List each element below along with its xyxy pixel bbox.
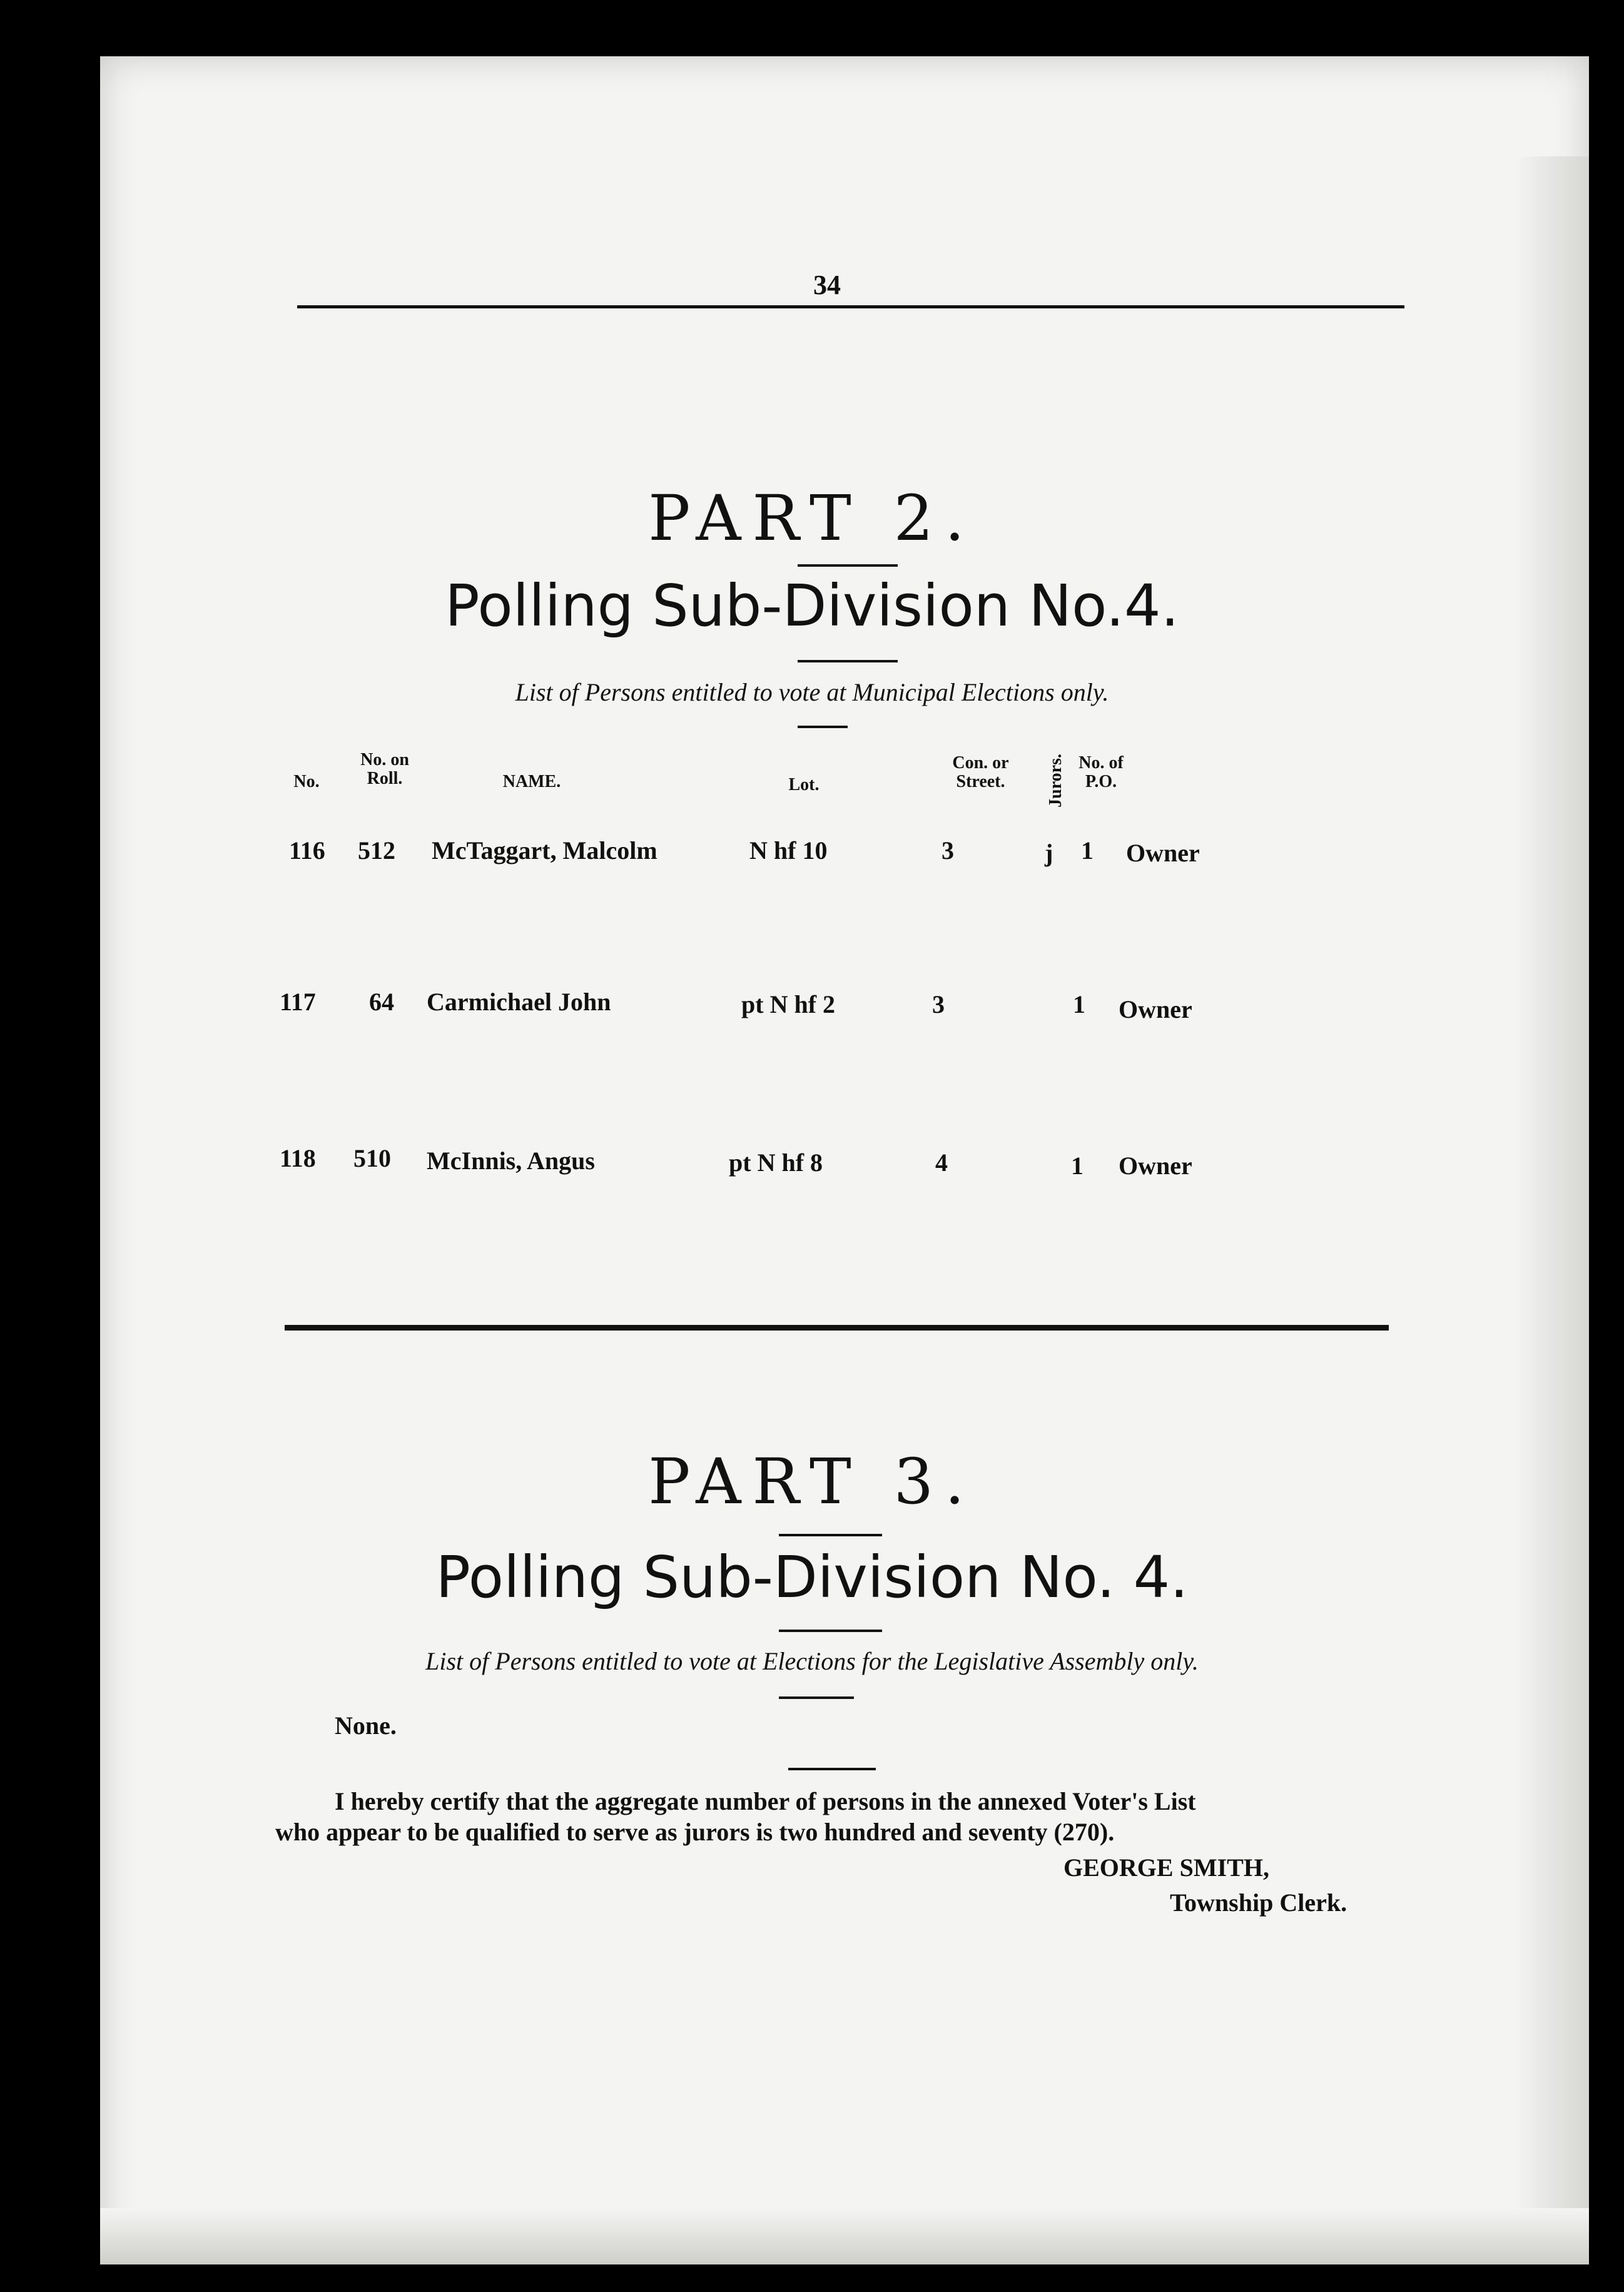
divider — [798, 564, 898, 567]
row-lot: N hf 10 — [749, 836, 828, 865]
row-juror: j — [1045, 839, 1053, 867]
certification-line-2: who appear to be qualified to serve as jurors is two hundred and seventy (270). — [275, 1818, 1115, 1846]
row-con: 3 — [941, 836, 954, 865]
row-name: McTaggart, Malcolm — [432, 836, 657, 865]
row-name: McInnis, Angus — [427, 1147, 595, 1175]
row-no: 116 — [289, 836, 325, 865]
certification-line-1: I hereby certify that the aggregate number of persons in the annexed Voter's List — [335, 1787, 1196, 1815]
header-no-on-roll: No. on Roll. — [360, 750, 409, 788]
page-edge-shading-bottom — [100, 2208, 1589, 2264]
header-rule — [297, 305, 1404, 308]
header-jurors: Jurors. — [1046, 754, 1065, 808]
header-con-or-street: Con. or Street. — [952, 753, 1009, 791]
divider — [798, 726, 848, 728]
row-status: Owner — [1119, 1152, 1192, 1180]
row-roll: 510 — [353, 1144, 391, 1172]
signer-name: GEORGE SMITH, — [1063, 1853, 1269, 1882]
part3-description: List of Persons entitled to vote at Elections for the Legislative Assembly only. — [425, 1647, 1199, 1675]
part2-title: PART 2. — [648, 482, 976, 555]
signer-role: Township Clerk. — [1170, 1889, 1347, 1917]
row-name: Carmichael John — [427, 988, 611, 1016]
section-rule — [285, 1325, 1389, 1331]
row-no: 117 — [280, 988, 316, 1016]
header-lot: Lot. — [788, 775, 820, 794]
divider — [779, 1630, 882, 1632]
divider — [788, 1768, 876, 1770]
document-page — [100, 56, 1589, 2264]
header-no: No. — [293, 772, 320, 791]
divider — [798, 660, 898, 662]
row-con: 4 — [935, 1149, 948, 1177]
header-no-of-po: No. of P.O. — [1078, 753, 1124, 791]
part2-description: List of Persons entitled to vote at Municipal Elections only. — [515, 678, 1109, 706]
row-po: 1 — [1071, 1152, 1084, 1180]
none-entry: None. — [335, 1711, 397, 1740]
row-status: Owner — [1119, 995, 1192, 1023]
divider — [779, 1696, 854, 1699]
row-roll: 64 — [369, 988, 394, 1016]
page-number: 34 — [813, 270, 841, 300]
row-po: 1 — [1081, 836, 1094, 865]
part3-subdivision: Polling Sub-Division No. 4. — [435, 1544, 1189, 1611]
divider — [779, 1534, 882, 1536]
row-status: Owner — [1126, 839, 1200, 867]
part2-subdivision: Polling Sub-Division No.4. — [445, 572, 1179, 639]
part3-title: PART 3. — [648, 1445, 976, 1518]
row-po: 1 — [1073, 990, 1085, 1018]
row-lot: pt N hf 8 — [729, 1149, 823, 1177]
row-lot: pt N hf 2 — [741, 990, 836, 1018]
row-con: 3 — [932, 990, 945, 1018]
page-edge-shading — [1514, 156, 1589, 2221]
row-roll: 512 — [358, 836, 395, 865]
row-no: 118 — [280, 1144, 316, 1172]
header-name: NAME. — [502, 772, 561, 791]
